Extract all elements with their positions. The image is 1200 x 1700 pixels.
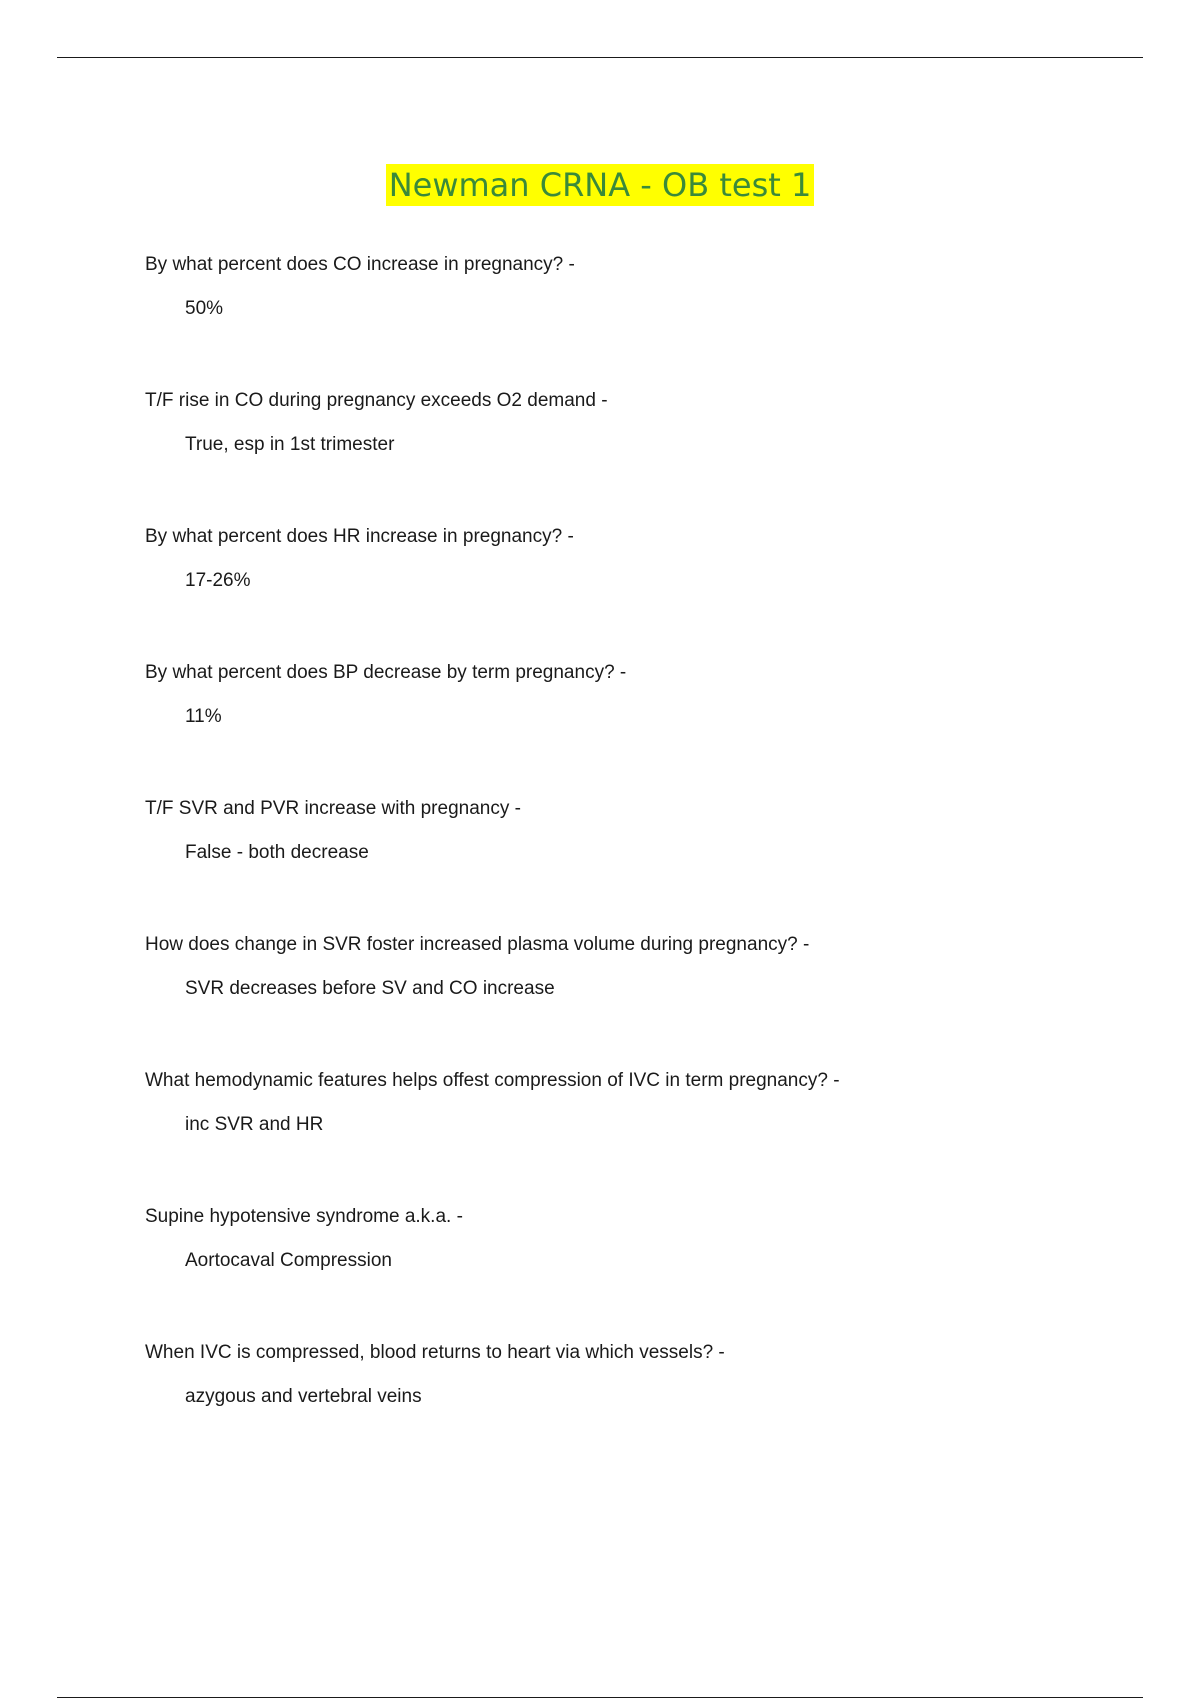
question-text: When IVC is compressed, blood returns to heart via which vessels? -	[145, 1342, 725, 1363]
question-text: T/F SVR and PVR increase with pregnancy -	[145, 798, 521, 819]
answer-text: False - both decrease	[185, 842, 369, 863]
qa-item	[145, 1068, 1105, 1204]
answer-text: 50%	[185, 298, 224, 319]
question-text: T/F rise in CO during pregnancy exceeds O2 demand -	[145, 390, 608, 411]
answer-text: 11%	[185, 706, 222, 727]
question-text: How does change in SVR foster increased plasma volume during pregnancy? -	[145, 934, 810, 955]
question-text: What hemodynamic features helps offest compression of IVC in term pregnancy? -	[145, 1070, 840, 1091]
question-text: By what percent does BP decrease by term pregnancy? -	[145, 662, 627, 683]
question-text: Supine hypotensive syndrome a.k.a. -	[145, 1206, 463, 1227]
answer-text: inc SVR and HR	[185, 1114, 324, 1135]
bottom-rule	[57, 1697, 1143, 1698]
qa-list	[145, 252, 1105, 1476]
question-text: By what percent does CO increase in pregnancy? -	[145, 254, 575, 275]
qa-item	[145, 252, 1105, 388]
question-text: By what percent does HR increase in pregnancy? -	[145, 526, 574, 547]
top-rule	[57, 57, 1143, 58]
qa-item	[145, 660, 1105, 796]
qa-item	[145, 932, 1105, 1068]
qa-item	[145, 388, 1105, 524]
answer-text: True, esp in 1st trimester	[185, 434, 395, 455]
answer-text: SVR decreases before SV and CO increase	[185, 978, 555, 999]
document-title: Newman CRNA - OB test 1	[386, 164, 815, 206]
title-block	[0, 164, 1200, 206]
qa-item	[145, 1204, 1105, 1340]
answer-text: Aortocaval Compression	[185, 1250, 392, 1271]
qa-item	[145, 796, 1105, 932]
answer-text: 17-26%	[185, 570, 251, 591]
qa-item	[145, 1340, 1105, 1476]
answer-text: azygous and vertebral veins	[185, 1386, 422, 1407]
qa-item	[145, 524, 1105, 660]
